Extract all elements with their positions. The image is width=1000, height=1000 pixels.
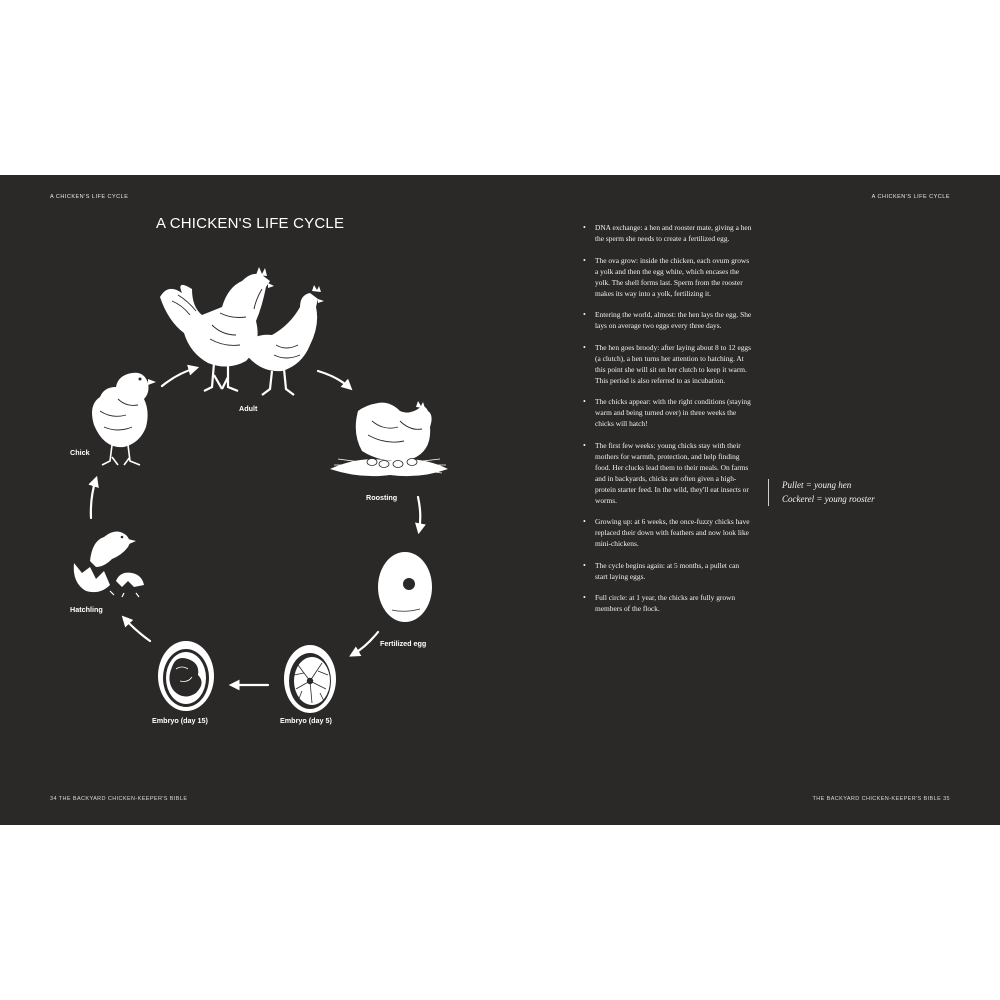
bullet-item: • The chicks appear: with the right conditions (staying warm and being turned over) in three weeks the chicks will hatch! [583, 396, 753, 429]
bullet-item: • Full circle: at 1 year, the chicks are fully grown members of the flock. [583, 592, 753, 614]
stage-label-roosting: Roosting [366, 493, 398, 502]
right-running-head: A CHICKEN'S LIFE CYCLE [871, 194, 950, 200]
life-cycle-bullet-list [583, 222, 753, 625]
stage-label-embryo-day5: Embryo (day 5) [280, 716, 332, 725]
right-folio: THE BACKYARD CHICKEN-KEEPER'S BIBLE 35 [812, 796, 950, 802]
roosting-hen-icon [330, 401, 448, 476]
hatchling-icon [74, 531, 144, 597]
left-running-head: A CHICKEN'S LIFE CYCLE [50, 194, 129, 200]
bullet-item: • Entering the world, almost: the hen lays the egg. She lays on average two eggs every three days. [583, 309, 753, 331]
page-title: A CHICKEN'S LIFE CYCLE [156, 215, 345, 232]
bullet-item: • The first few weeks: young chicks stay with their mothers for warmth, protection, and help finding food. Her clucks lead them to their meals. On farms and in backyards, chicks are often given a high-protein starter feed. In the wild, they'll eat insects or worms. [583, 440, 753, 506]
terminology-note [768, 479, 875, 506]
arrow-roosting-to-egg [418, 497, 420, 531]
note-pullet: Pullet = young hen [782, 480, 852, 490]
fertilized-egg-icon [378, 552, 432, 622]
arrow-day15-to-hatchling [124, 618, 150, 641]
left-folio: 34 THE BACKYARD CHICKEN-KEEPER'S BIBLE [50, 796, 188, 802]
stage-label-adult: Adult [239, 404, 258, 413]
arrow-egg-to-day5 [352, 632, 378, 655]
arrow-adult-to-roosting [318, 371, 350, 388]
bullet-item: • The cycle begins again: at 5 months, a pullet can start laying eggs. [583, 560, 753, 582]
chick-icon [92, 373, 156, 465]
stage-label-embryo-day15: Embryo (day 15) [152, 716, 208, 725]
adult-chickens-icon [160, 267, 324, 395]
bullet-item: • DNA exchange: a hen and rooster mate, giving a hen the sperm she needs to create a fertilized egg. [583, 222, 753, 244]
embryo-day5-egg-icon [284, 645, 336, 713]
book-spread [0, 175, 1000, 825]
embryo-day15-egg-icon [158, 641, 214, 711]
bullet-item: • Growing up: at 6 weeks, the once-fuzzy chicks have replaced their down with feathers and now look like mini-chickens. [583, 516, 753, 549]
stage-label-hatchling: Hatchling [70, 605, 103, 614]
stage-label-chick: Chick [70, 448, 90, 457]
life-cycle-diagram [0, 175, 560, 795]
bullet-item: • The ova grow: inside the chicken, each ovum grows a yolk and then the egg white, which encases the yolk. The shell forms last. Sperm from the rooster makes its way into a yolk, fertilizing it. [583, 255, 753, 299]
arrow-hatchling-to-chick [91, 479, 96, 518]
arrow-chick-to-adult [162, 368, 196, 386]
bullet-item: • The hen goes broody: after laying about 8 to 12 eggs (a clutch), a hen turns her attention to hatching. At this point she will sit on her clutch to keep it warm. This period is also referred to as incubation. [583, 342, 753, 386]
note-cockerel: Cockerel = young rooster [782, 493, 875, 504]
stage-label-fertilized-egg: Fertilized egg [380, 639, 427, 648]
